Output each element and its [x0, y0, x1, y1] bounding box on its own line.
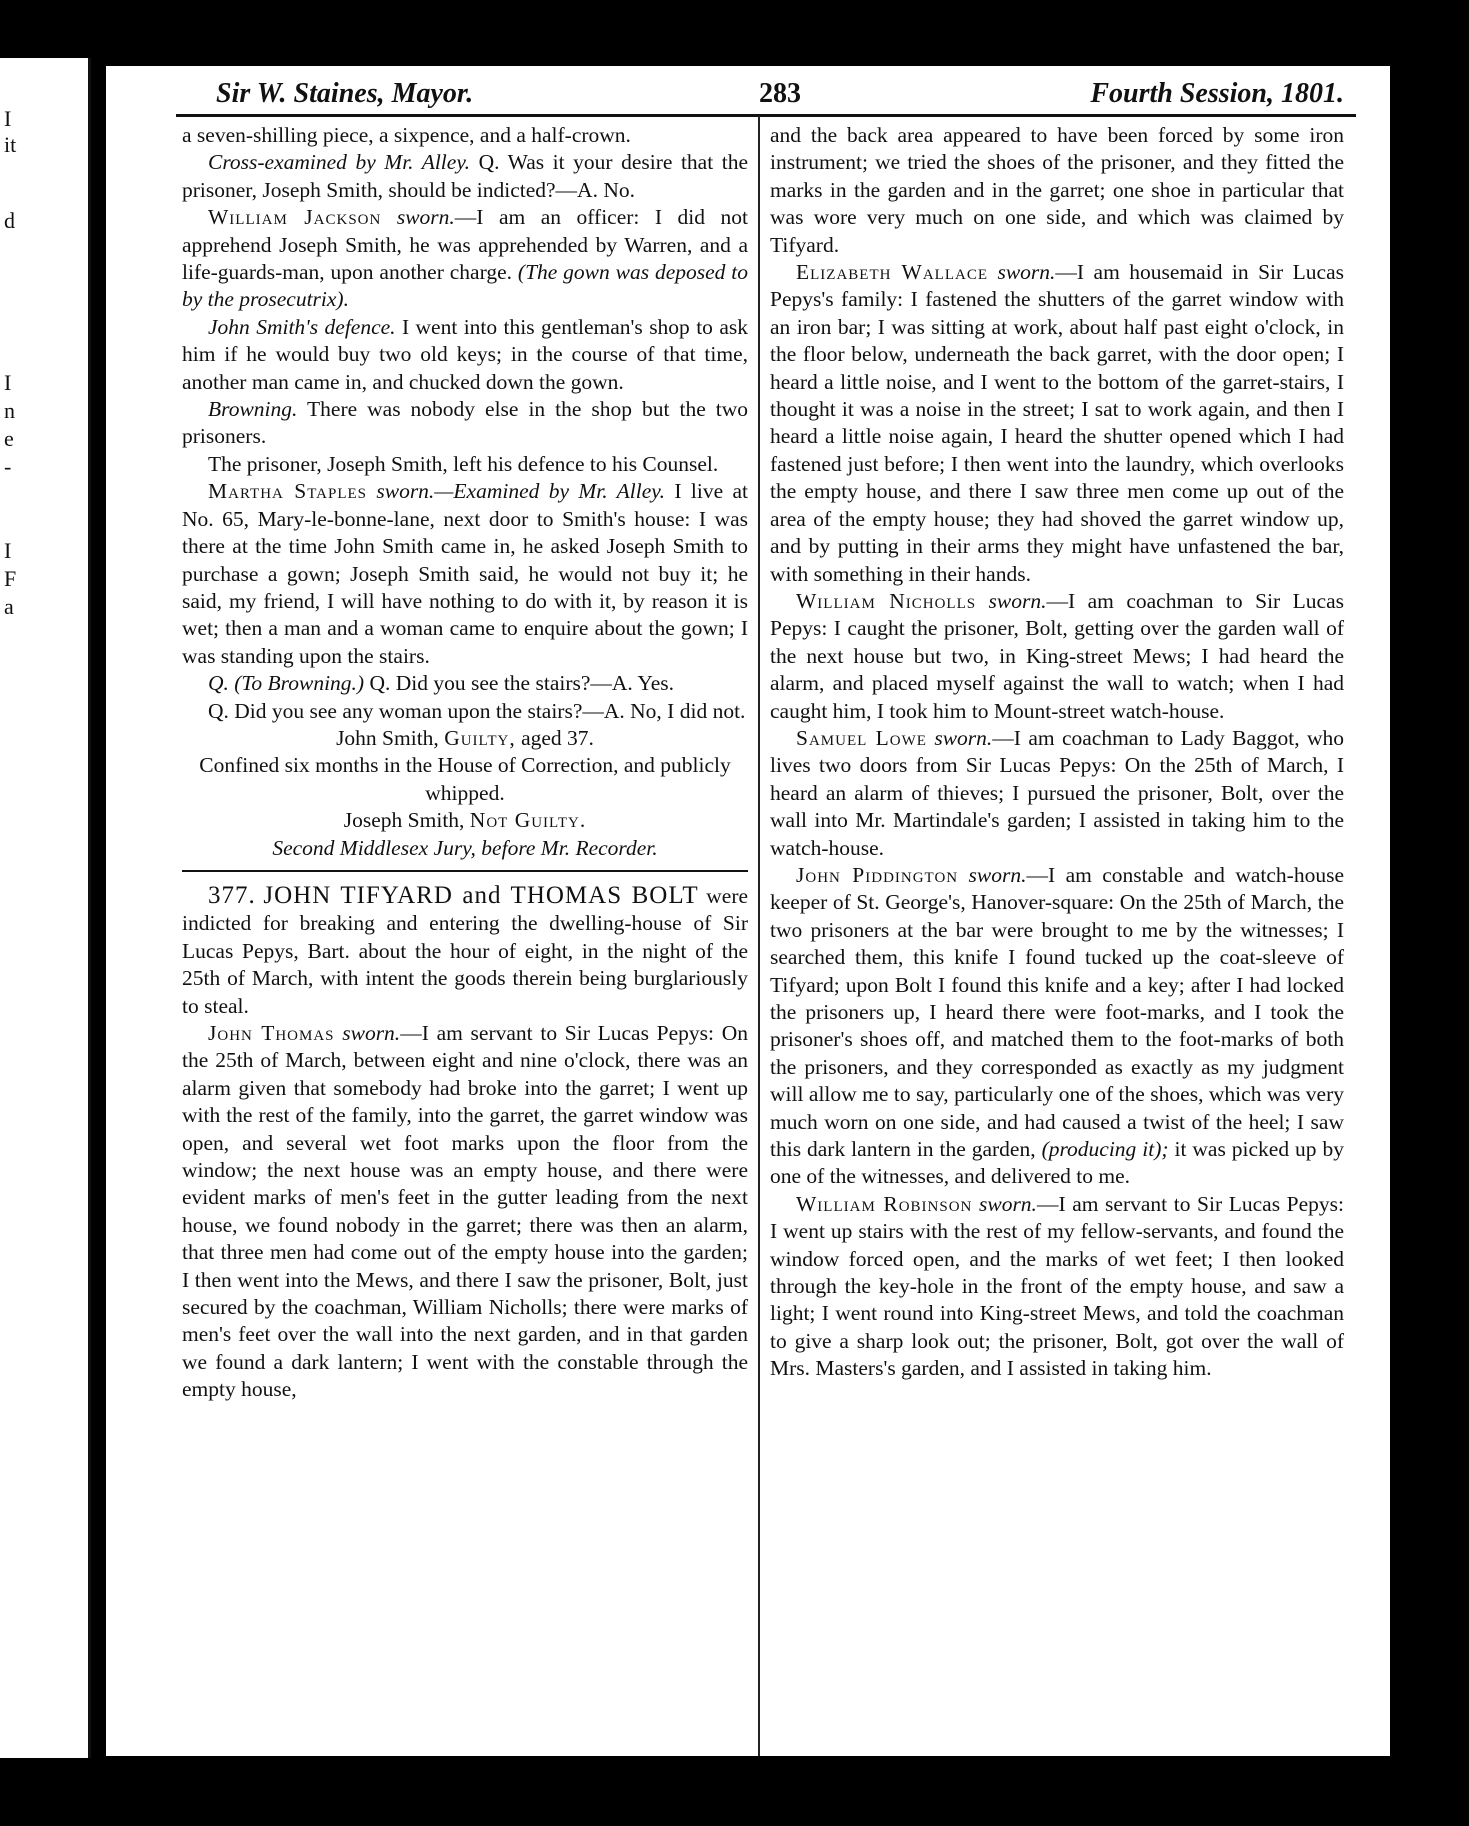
verdict-label: Not Guilty.	[469, 808, 587, 833]
case-title: JOHN TIFYARD and THOMAS BOLT	[263, 881, 699, 909]
header-left: Sir W. Staines, Mayor.	[216, 78, 474, 109]
testimony	[182, 204, 748, 314]
paragraph: Q. Did you see any woman upon the stairs?—A. No, I did not.	[208, 698, 746, 723]
paragraph	[182, 314, 748, 396]
testimony	[182, 1020, 748, 1404]
paragraph: a seven-shilling piece, a sixpence, and a half-crown.	[182, 123, 631, 147]
witness-name: Samuel Lowe	[796, 725, 927, 750]
testimony	[770, 259, 1344, 588]
testimony-text: —I am housemaid in Sir Lucas Pepys's family: I fastened the shutters of the garret window with an iron bar; I was sitting at work, about half past eight o'clock, in the floor below, underneath the back garret, with the door open; I heard a little noise, and I went to the bottom of the garret-stairs, I thought it was a noise in the street; I sat to work again, and then I heard a little noise again, I heard the shutter opened which I had fastened just before; I then went into the laundry, which overlooks the empty house, and there I saw three men come up out of the area of the empty house; they had shoved the garret window up, and by putting in their arms they might have unfastened the bar, with something in their hands.	[770, 260, 1345, 586]
header-rule	[176, 114, 1356, 117]
paragraph-text: There was nobody else in the shop but the two prisoners.	[182, 397, 748, 449]
sworn-label: sworn.	[396, 205, 455, 230]
testimony	[182, 478, 748, 670]
paragraph	[182, 149, 748, 204]
prev-page-fragment: I	[4, 106, 12, 131]
jury-line: Second Middlesex Jury, before Mr. Recorder.	[272, 835, 658, 860]
gutter-line	[88, 58, 91, 1758]
witness-name: John Piddington	[796, 862, 959, 887]
right-column	[770, 122, 1344, 1383]
prev-page-fragment: it	[4, 132, 17, 157]
sworn-label: sworn.	[978, 1191, 1037, 1216]
paragraph-text: I went into this gentleman's shop to ask him if he would buy two old keys; in the course of that time, another man came in, and chucked down the gown.	[182, 314, 748, 394]
prev-page-fragment: I	[4, 370, 12, 395]
sworn-label: sworn.—Examined by Mr. Alley.	[376, 479, 665, 504]
witness-name: Martha Staples	[208, 479, 367, 504]
sentence: Confined six months in the House of Correction, and publicly whipped.	[199, 753, 731, 805]
sworn-label: sworn.	[342, 1021, 401, 1045]
sworn-label: sworn.	[997, 260, 1056, 285]
paragraph-text: Q. Did you see the stairs?—A. Yes.	[369, 671, 675, 696]
defendant-age: aged 37.	[521, 725, 594, 750]
prev-page-fragment: n	[4, 398, 15, 423]
witness-name: William Jackson	[208, 205, 382, 230]
examiner-label: Cross-examined by Mr. Alley.	[208, 150, 471, 175]
prev-page-fragment: a	[4, 594, 14, 619]
testimony	[770, 588, 1344, 725]
testimony-text: —I am constable and watch-house keeper of St. George's, Hanover-square: On the 25th of March, the two prisoners at the bar were brought to me by the witnesses; I searched them, this knife I found tucked up the coat-sleeve of Tifyard; upon Bolt I found this knife and a key; after I had locked the prisoners up, I heard there were foot-marks, and I took the prisoner's shoes off, and matched them to the foot-marks of both the prisoners, and they corresponded as exactly as my judgment will allow me to say, particularly one of the shoes, which was very much worn on one side, and had caused a twist of the heel; I saw this dark lantern in the garden,	[770, 862, 1344, 1162]
testimony-text: I live at No. 65, Mary-le-bonne-lane, next door to Smith's house: I was there at the time John Smith came in, he asked Joseph Smith to purchase a gown; Joseph Smith said, he would not buy it; he said, my friend, I will have nothing to do with it, by reason it is wet; then a man and a woman came to enquire about the gown; I was standing upon the stairs.	[182, 479, 748, 668]
sworn-label: sworn.	[988, 588, 1047, 613]
paragraph	[182, 396, 748, 451]
verdict	[182, 807, 748, 834]
case-text: were indicted for breaking and entering the dwelling-house of Sir Lucas Pepys, Bart. about the hour of eight, in the night of the 25th of March, with intent the goods therein being burglariously to steal.	[182, 883, 749, 1018]
testimony-text: —I am coachman to Lady Baggot, who lives two doors from Sir Lucas Pepys: On the 25th of March, I heard an alarm of thieves; I pursued the prisoner, Bolt, over the wall into Mr. Martindale's garden; I assisted in taking him to the watch-house.	[770, 725, 1344, 860]
document-page	[106, 66, 1390, 1756]
defence-label: John Smith's defence.	[208, 314, 396, 339]
section-rule	[182, 870, 748, 872]
header-right: Fourth Session, 1801.	[1090, 78, 1344, 109]
note: (The gown was deposed to by the prosecutrix).	[182, 260, 749, 312]
paragraph-text: Q. Was it your desire that the prisoner, Joseph Smith, should be indicted?—A. No.	[182, 150, 748, 202]
case-heading	[182, 882, 748, 1020]
testimony	[770, 725, 1344, 862]
testimony	[770, 1191, 1344, 1383]
defendant-name: Joseph Smith,	[343, 808, 465, 833]
previous-page-edge	[0, 58, 88, 1758]
paragraph	[182, 670, 748, 697]
testimony-text: —I am servant to Sir Lucas Pepys: I went up stairs with the rest of my fellow-servants, and found the window forced open, and the marks of wet feet; I then looked through the key-hole in the front of the empty house, and saw a light; I went round into King-street Mews, and told the coachman to give a sharp look out; the prisoner, Bolt, got over the wall of Mrs. Masters's garden, and I assisted in taking him.	[770, 1191, 1344, 1381]
testimony-text: it was picked up by one of the witnesses, and delivered to me.	[770, 1137, 1345, 1189]
paragraph: and the back area appeared to have been forced by some iron instrument; we tried the shoes of the prisoner, and they fitted the marks in the garden and in the garret; one shoe in particular that was wore very much on one side, and which was claimed by Tifyard.	[770, 123, 1344, 257]
case-number: 377.	[208, 881, 256, 909]
note: (producing it);	[1041, 1137, 1169, 1162]
witness-name: Elizabeth Wallace	[796, 260, 988, 285]
sworn-label: sworn.	[934, 725, 993, 750]
witness-name: John Thomas	[208, 1021, 335, 1045]
running-header	[216, 74, 1344, 114]
witness-name: William Nicholls	[796, 588, 977, 613]
testimony-text: —I am coachman to Sir Lucas Pepys: I caught the prisoner, Bolt, getting over the garden wall of the next house but two, in King-street Mews; I had heard the alarm, and placed myself against the wall to watch; when I had caught him, I took him to Mount-street watch-house.	[770, 588, 1344, 723]
prev-page-fragment: -	[4, 454, 12, 479]
prev-page-fragment: d	[4, 208, 15, 233]
prev-page-fragment: F	[4, 566, 17, 591]
sworn-label: sworn.	[968, 862, 1027, 887]
defendant-name: John Smith,	[336, 725, 439, 750]
verdict	[182, 725, 748, 752]
column-divider	[758, 116, 760, 1756]
page-number: 283	[759, 78, 801, 109]
witness-name: William Robinson	[796, 1191, 973, 1216]
testimony-text: —I am servant to Sir Lucas Pepys: On the 25th of March, between eight and nine o'clock, there was an alarm given that somebody had broke into the garret; I went up with the rest of the family, into the garret, the garret window was open, and several wet foot marks upon the floor from the window; the next house was an empty house, and there were evident marks of men's feet in the gutter leading from the next house, we found nobody in the garret; there was then an alarm, that three men had come out of the empty house into the garden; I then went into the Mews, and there I saw the prisoner, Bolt, just secured by the coachman, William Nicholls; there were marks of men's feet over the wall into the next garden, and in that garden we found a dark lantern; I went with the constable through the empty house,	[182, 1021, 748, 1402]
speaker-label: Browning.	[208, 397, 298, 422]
verdict-label: Guilty,	[444, 725, 516, 750]
speaker-label: Q. (To Browning.)	[208, 671, 365, 696]
prev-page-fragment: e	[4, 426, 14, 451]
testimony	[770, 862, 1344, 1191]
paragraph: The prisoner, Joseph Smith, left his defence to his Counsel.	[208, 451, 719, 476]
left-column	[182, 122, 748, 1404]
prev-page-fragment: I	[4, 538, 12, 563]
testimony-text: —I am an officer: I did not apprehend Joseph Smith, he was apprehended by Warren, and a life-guards-man, upon another charge.	[182, 205, 749, 285]
